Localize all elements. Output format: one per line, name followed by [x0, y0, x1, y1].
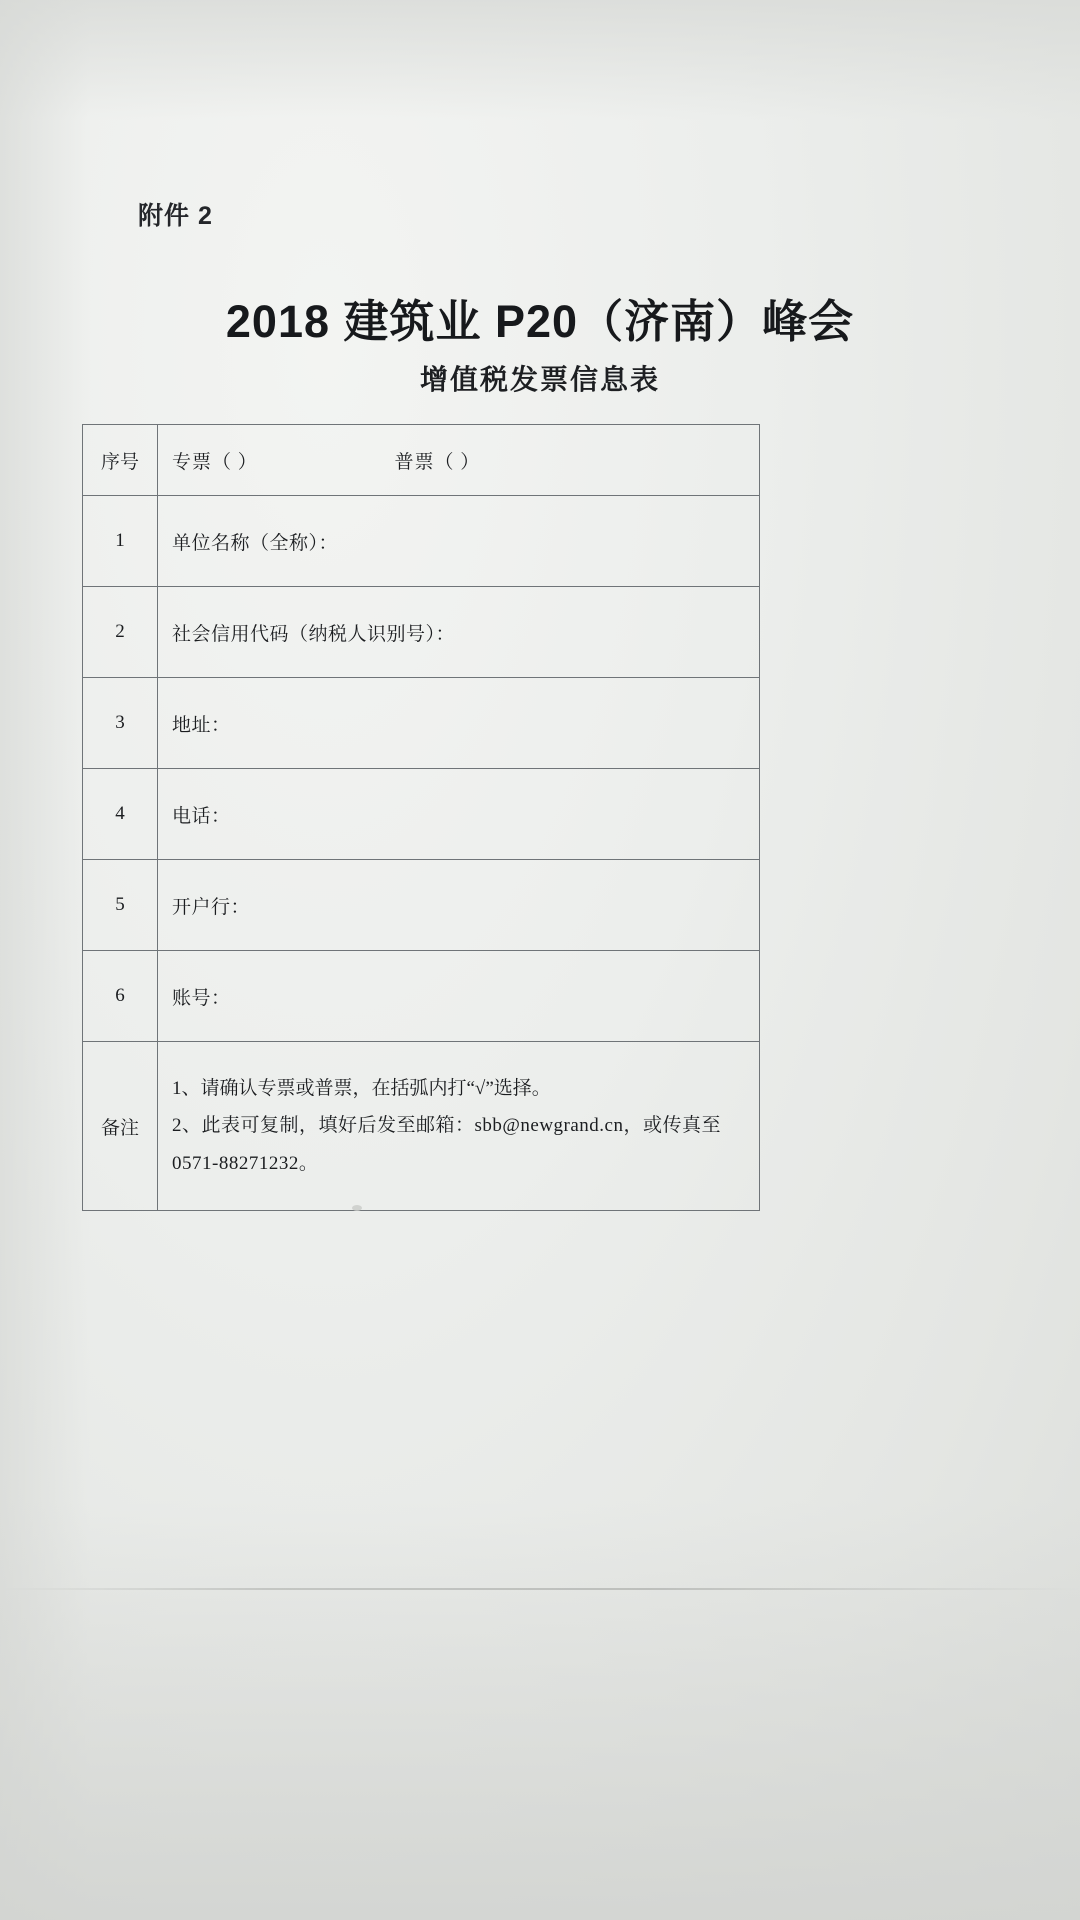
header-cell-invoice-type	[158, 425, 760, 496]
field-credit-code[interactable]: 社会信用代码（纳税人识别号）：	[158, 587, 760, 678]
notes-label: 备注	[83, 1042, 158, 1211]
general-invoice-checkbox-label[interactable]: 普票（ ）	[394, 451, 481, 473]
table-row	[83, 587, 760, 678]
notes-line-2: 2、此表可复制，填好后发至邮箱：sbb@newgrand.cn，或传真至	[172, 1115, 721, 1137]
paper-smudge	[352, 1205, 362, 1211]
row-number: 3	[83, 678, 158, 769]
attachment-label: 附件 2	[138, 202, 213, 230]
notes-line-1: 1、请确认专票或普票，在括弧内打“√”选择。	[172, 1078, 551, 1100]
field-address[interactable]: 地址：	[158, 678, 760, 769]
row-number: 1	[83, 496, 158, 587]
row-number: 4	[83, 769, 158, 860]
invoice-info-table	[82, 424, 760, 1211]
notes-content	[158, 1042, 760, 1211]
table-row	[83, 496, 760, 587]
table-row	[83, 678, 760, 769]
special-invoice-checkbox-label[interactable]: 专票（ ）	[172, 451, 258, 473]
table-notes-row	[83, 1042, 760, 1211]
notes-line-3: 0571-88271232。	[172, 1152, 319, 1174]
field-account-number[interactable]: 账号：	[158, 951, 760, 1042]
table-row	[83, 860, 760, 951]
row-number: 2	[83, 587, 158, 678]
table-row	[83, 951, 760, 1042]
table-row	[83, 769, 760, 860]
field-company-name[interactable]: 单位名称（全称）：	[158, 496, 760, 587]
row-number: 6	[83, 951, 158, 1042]
page-title: 2018 建筑业 P20（济南）峰会	[225, 296, 855, 347]
header-cell-no: 序号	[83, 425, 158, 496]
page-subtitle: 增值税发票信息表	[419, 365, 660, 396]
row-number: 5	[83, 860, 158, 951]
field-bank[interactable]: 开户行：	[158, 860, 760, 951]
field-phone[interactable]: 电话：	[158, 769, 760, 860]
table-header-row	[83, 425, 760, 496]
